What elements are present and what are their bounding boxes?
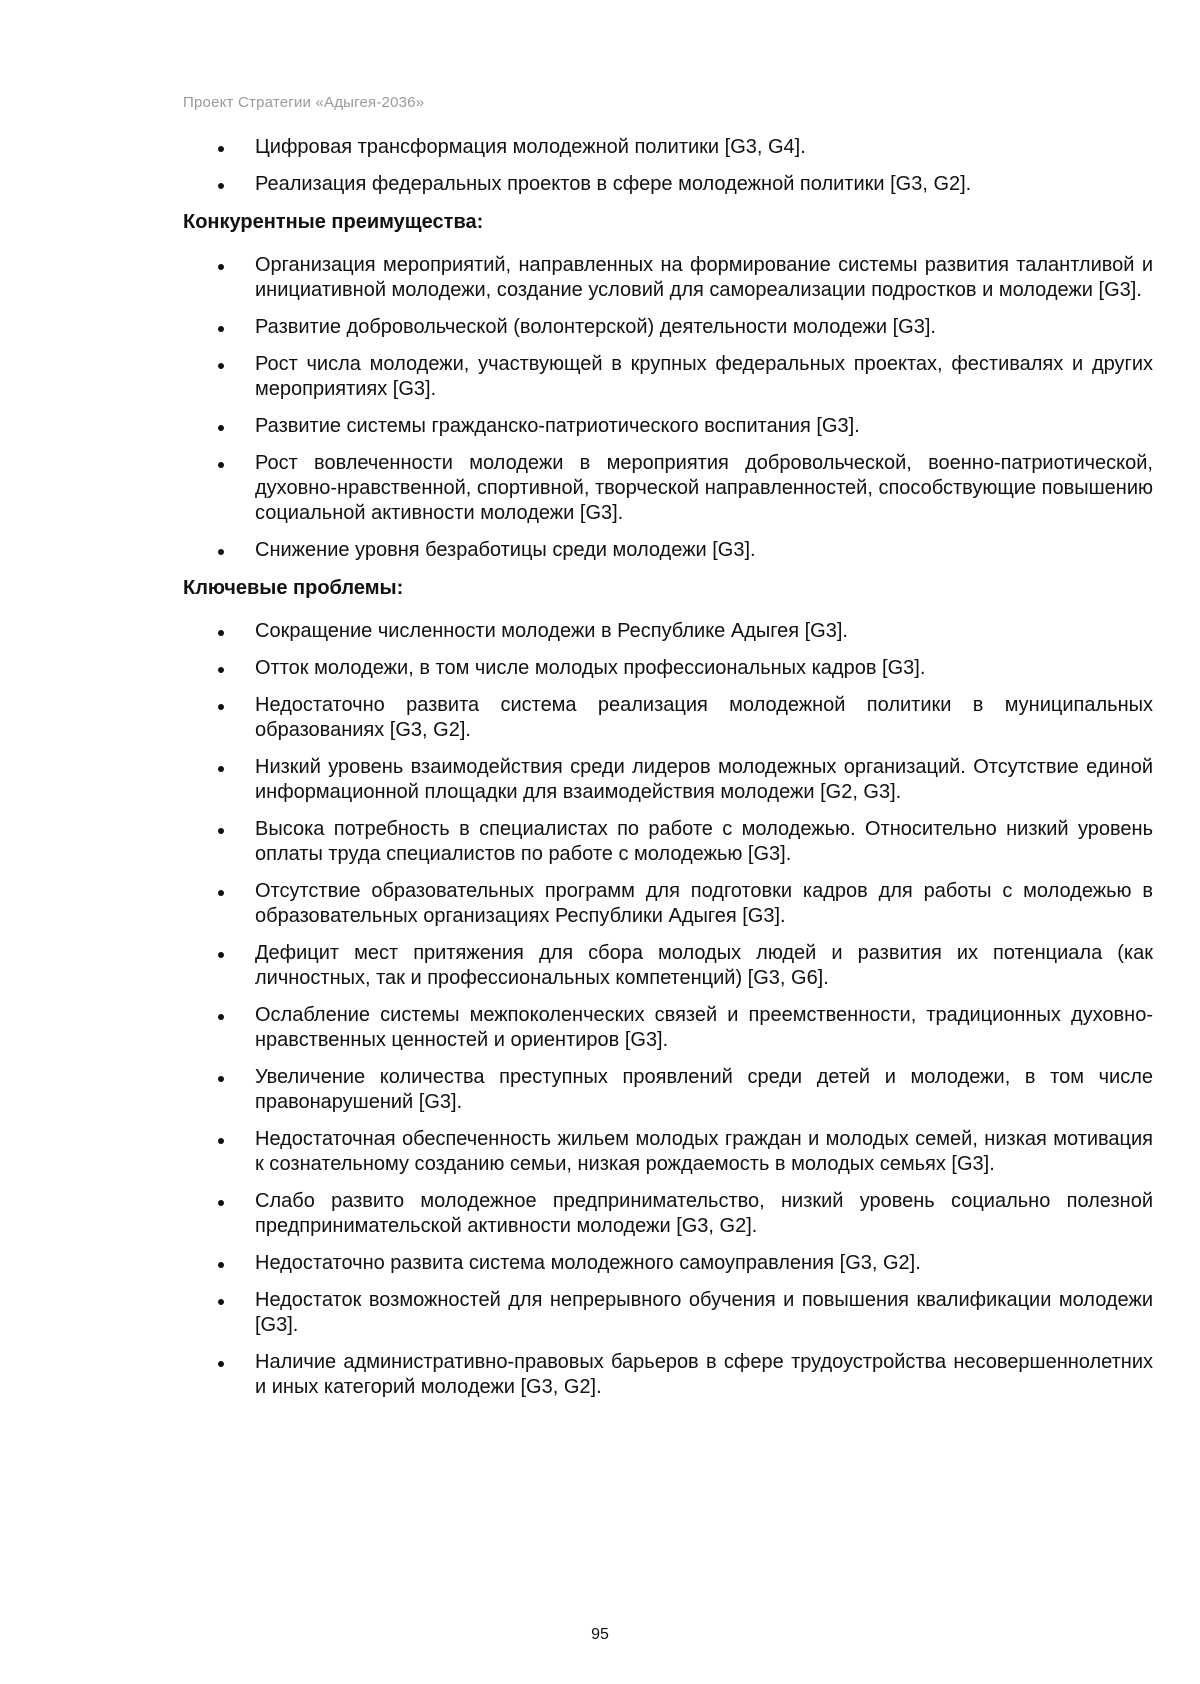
list-item-text: Недостаточно развита система молодежного самоуправления [G3, G2]. [255, 1252, 921, 1274]
bullet-icon [218, 952, 224, 958]
bullet-icon [218, 183, 224, 189]
list-item-text: Развитие системы гражданско-патриотического воспитания [G3]. [255, 415, 860, 437]
list-item [183, 656, 1153, 681]
list-item-text: Недостаточно развита система реализация молодежной политики в муниципальных образованиях [G3, G2]. [255, 694, 1153, 741]
page-header: Проект Стратегии «Адыгея-2036» [183, 94, 425, 111]
list-item [183, 879, 1153, 929]
list-item-text: Ослабление системы межпоколенческих связей и преемственности, традиционных духовно-нравственных ценностей и ориентиров [G3]. [255, 1004, 1153, 1051]
list-item [183, 414, 1153, 439]
bullet-icon [218, 766, 224, 772]
bullet-icon [218, 425, 224, 431]
list-item [183, 941, 1153, 991]
bullet-icon [218, 462, 224, 468]
bullet-icon [218, 630, 224, 636]
list-item [183, 755, 1153, 805]
list-item [183, 1350, 1153, 1400]
list-item-text: Недостаточная обеспеченность жильем молодых граждан и молодых семей, низкая мотивация к сознательному созданию семьи, низкая рождаемость в молодых семьях [G3]. [255, 1128, 1153, 1175]
bullet-icon [218, 146, 224, 152]
list-item-text: Рост вовлеченности молодежи в мероприятия добровольческой, военно-патриотической, духовно-нравственной, спортивной, творческой направленностей, способствующие повышению социальной активности молодежи [G3]. [255, 452, 1153, 524]
document-body [183, 135, 1153, 1412]
list-item [183, 253, 1153, 303]
bullet-icon [218, 1014, 224, 1020]
list-item-text: Отсутствие образовательных программ для подготовки кадров для работы с молодежью в образовательных организациях Республики Адыгея [G3]. [255, 880, 1153, 927]
list-item-text: Развитие добровольческой (волонтерской) деятельности молодежи [G3]. [255, 316, 936, 338]
list-item [183, 352, 1153, 402]
list-item [183, 135, 1153, 160]
list-item-text: Цифровая трансформация молодежной политики [G3, G4]. [255, 136, 806, 158]
list-item [183, 538, 1153, 563]
list-item-text: Рост числа молодежи, участвующей в крупных федеральных проектах, фестивалях и других мероприятиях [G3]. [255, 353, 1153, 400]
bullet-icon [218, 326, 224, 332]
list-item-text: Организация мероприятий, направленных на формирование системы развития талантливой и инициативной молодежи, создание условий для самореализации подростков и молодежи [G3]. [255, 254, 1153, 301]
bullet-icon [218, 1200, 224, 1206]
bullet-icon [218, 667, 224, 673]
page-number: 95 [591, 1626, 609, 1643]
intro-bullet-list [183, 135, 1153, 197]
list-item [183, 1003, 1153, 1053]
list-item-text: Снижение уровня безработицы среди молодежи [G3]. [255, 539, 756, 561]
list-item-text: Дефицит мест притяжения для сбора молодых людей и развития их потенциала (как личностных, так и профессиональных компетенций) [G3, G6]. [255, 942, 1153, 989]
bullet-icon [218, 363, 224, 369]
bullet-icon [218, 264, 224, 270]
list-item [183, 817, 1153, 867]
list-item [183, 315, 1153, 340]
list-item [183, 693, 1153, 743]
list-item [183, 1251, 1153, 1276]
bullet-icon [218, 704, 224, 710]
list-item-text: Недостаток возможностей для непрерывного обучения и повышения квалификации молодежи [G3]. [255, 1289, 1153, 1336]
list-item-text: Слабо развито молодежное предпринимательство, низкий уровень социально полезной предпринимательской активности молодежи [G3, G2]. [255, 1190, 1153, 1237]
list-item-text: Высока потребность в специалистах по работе с молодежью. Относительно низкий уровень оплаты труда специалистов по работе с молодежью [G3]. [255, 818, 1153, 865]
list-item [183, 619, 1153, 644]
list-item-text: Отток молодежи, в том числе молодых профессиональных кадров [G3]. [255, 657, 926, 679]
bullet-icon [218, 1076, 224, 1082]
problems-bullet-list [183, 619, 1153, 1400]
advantages-bullet-list [183, 253, 1153, 563]
bullet-icon [218, 1138, 224, 1144]
bullet-icon [218, 1361, 224, 1367]
list-item [183, 172, 1153, 197]
advantages-heading: Конкурентные преимущества: [183, 211, 484, 233]
list-item-text: Увеличение количества преступных проявлений среди детей и молодежи, в том числе правонарушений [G3]. [255, 1066, 1153, 1113]
list-item [183, 451, 1153, 526]
problems-heading: Ключевые проблемы: [183, 577, 404, 599]
list-item-text: Реализация федеральных проектов в сфере молодежной политики [G3, G2]. [255, 173, 972, 195]
list-item [183, 1288, 1153, 1338]
bullet-icon [218, 828, 224, 834]
list-item [183, 1189, 1153, 1239]
bullet-icon [218, 549, 224, 555]
list-item-text: Наличие административно-правовых барьеров в сфере трудоустройства несовершеннолетних и иных категорий молодежи [G3, G2]. [255, 1351, 1153, 1398]
bullet-icon [218, 1299, 224, 1305]
list-item-text: Низкий уровень взаимодействия среди лидеров молодежных организаций. Отсутствие единой информационной площадки для взаимодействия молодежи [G2, G3]. [255, 756, 1153, 803]
list-item [183, 1127, 1153, 1177]
bullet-icon [218, 1262, 224, 1268]
bullet-icon [218, 890, 224, 896]
list-item [183, 1065, 1153, 1115]
list-item-text: Сокращение численности молодежи в Республике Адыгея [G3]. [255, 620, 848, 642]
